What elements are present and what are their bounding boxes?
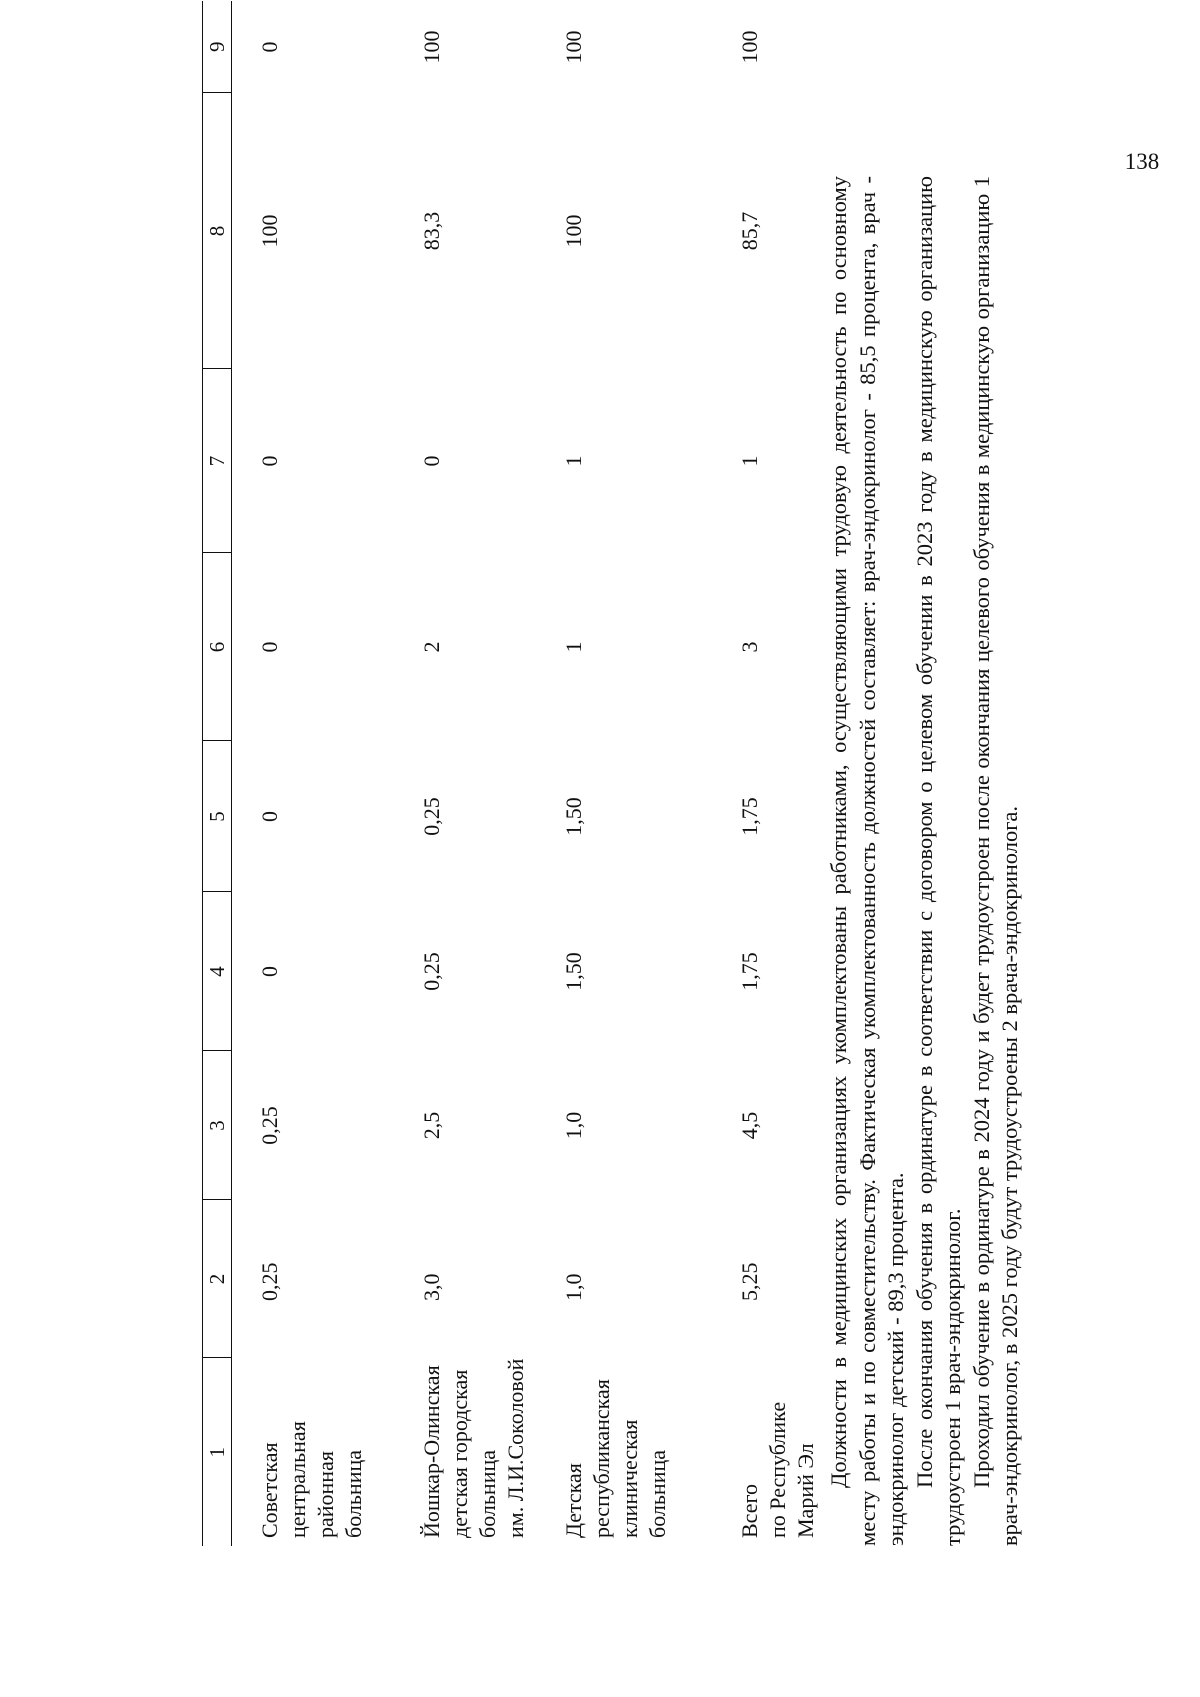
- organization-name-line: больница: [341, 1450, 366, 1538]
- table-cell: 100: [419, 30, 444, 64]
- table-cell: 0: [257, 811, 282, 822]
- column-number: 6: [203, 553, 232, 741]
- organization-name-line: Советская: [257, 1442, 282, 1538]
- table-cell: 1,50: [561, 952, 586, 991]
- organization-name-line: детская городская: [447, 1369, 472, 1538]
- organization-name-line: Йошкар-Олинская: [419, 1365, 444, 1538]
- page-number: 138: [1124, 149, 1160, 174]
- table-cell: 0: [257, 641, 282, 653]
- table-cell: 0,25: [257, 1262, 282, 1301]
- table-cell: 1,0: [561, 1273, 586, 1301]
- body-text: [825, 176, 1025, 1546]
- organization-name-cell: [536, 1358, 712, 1546]
- table-cell: 0,25: [419, 797, 444, 836]
- organization-name-line: клиническая: [617, 1419, 642, 1538]
- table-cell: 1: [561, 641, 586, 653]
- table-cell: 0: [257, 41, 282, 53]
- organization-name-cell: [232, 1358, 395, 1546]
- table-cell: 1,50: [561, 797, 586, 836]
- table-cell: 0: [419, 455, 444, 467]
- column-number: 4: [203, 892, 232, 1051]
- table-cell: 3,0: [419, 1273, 444, 1301]
- table-cell: 100: [737, 30, 762, 64]
- column-number: 3: [203, 1051, 232, 1200]
- table-cell: 4,5: [737, 1111, 762, 1140]
- column-number: 9: [203, 1, 232, 93]
- table-cell: 83,3: [419, 211, 444, 251]
- organization-name-line: Марий Эл: [793, 1443, 818, 1538]
- organization-name-line: районная: [313, 1451, 338, 1538]
- table-header-row: [203, 1, 232, 1546]
- column-number: 8: [203, 93, 232, 369]
- table-cell: 0,25: [419, 952, 444, 991]
- table-row: [712, 1, 826, 1546]
- table-cell: 100: [561, 214, 586, 248]
- organization-name-line: больница: [475, 1450, 500, 1538]
- table-cell: 85,7: [737, 211, 762, 251]
- table-cell: 5,25: [737, 1262, 762, 1301]
- paragraph: Проходил обучение в ординатуре в 2024 году и будет трудоустроен после окончания целевого обучения в медицинскую организацию 1 врач-эндокринолог, в 2025 году будут трудоустроены 2 врача-эндокринолога.: [968, 176, 1022, 1546]
- table-cell: 0: [257, 966, 282, 977]
- organization-name-line: им. Л.И.Соколовой: [503, 1358, 528, 1538]
- organization-name-line: центральная: [285, 1421, 310, 1538]
- table-cell: 1,75: [737, 797, 762, 836]
- staffing-table: [202, 1, 826, 1546]
- column-number: 2: [203, 1200, 232, 1358]
- table-cell: 1,75: [737, 952, 762, 991]
- table-row: [394, 1, 536, 1546]
- organization-name-line: Детская: [561, 1463, 586, 1538]
- table-cell: 1: [737, 455, 762, 467]
- organization-name-cell: [712, 1358, 826, 1546]
- table-row: [232, 1, 395, 1546]
- table-cell: 100: [257, 214, 282, 248]
- table-cell: 0,25: [257, 1106, 282, 1145]
- table-cell: 3: [737, 641, 762, 653]
- organization-name-line: республиканская: [589, 1379, 614, 1538]
- paragraph: Должности в медицинских организациях укомплектованы работниками, осуществляющими трудовую деятельность по основному месту работы и по совместительству. Фактическая укомплектованность должностей составляет: врач-эндокринолог - 85,5 процента, врач - эндокринолог детский - 89,3 процента.: [826, 176, 908, 1546]
- table-row: [536, 1, 712, 1546]
- table-cell: 2: [419, 641, 444, 653]
- column-number: 1: [203, 1358, 232, 1546]
- table-cell: 100: [561, 30, 586, 64]
- table-cell: 0: [257, 455, 282, 467]
- column-number: 5: [203, 741, 232, 892]
- organization-name-line: Всего: [737, 1484, 762, 1538]
- organization-name-line: больница: [645, 1450, 670, 1538]
- column-number: 7: [203, 369, 232, 553]
- organization-name-cell: [394, 1358, 536, 1546]
- table-cell: 2,5: [419, 1111, 444, 1140]
- table-cell: 1: [561, 455, 586, 467]
- table-cell: 1,0: [561, 1111, 586, 1140]
- organization-name-line: по Республике: [765, 1401, 790, 1538]
- paragraph: После окончания обучения в ординатуре в соответствии с договором о целевом обучении в 2023 году в медицинскую организацию трудоустроен 1 врач-эндокринолог.: [911, 176, 965, 1546]
